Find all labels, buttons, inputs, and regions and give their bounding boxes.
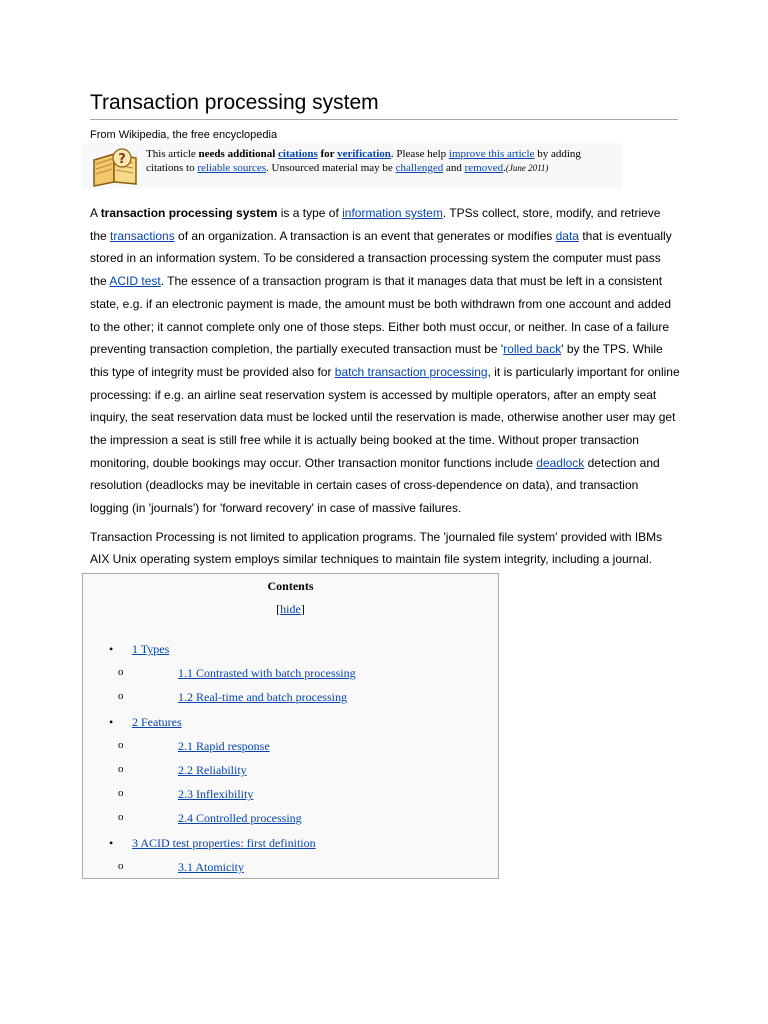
data-link[interactable]: data (555, 228, 579, 243)
notice-text-part: . Please help (390, 148, 449, 160)
notice-bold-text: for (317, 148, 338, 160)
circle-bullet-icon: o (118, 738, 124, 751)
bullet-icon: • (109, 835, 114, 850)
notice-text-part: . Unsourced material may be (266, 162, 396, 174)
deadlock-link[interactable]: deadlock (536, 455, 585, 470)
circle-bullet-icon: o (118, 787, 124, 800)
notice-text-part: by adding citations to (146, 148, 581, 174)
text-run: . TPSs collect, store, modify, and retrieve the (90, 206, 661, 243)
toc-link[interactable]: 2.3 Inflexibility (178, 787, 254, 802)
toc-title: Contents (267, 579, 314, 593)
toc-link[interactable]: 1.2 Real-time and batch processing (178, 690, 347, 705)
book-question-icon (90, 146, 140, 188)
toc-toggle (83, 602, 498, 617)
information-system-link[interactable]: information system (342, 206, 443, 220)
citations-link[interactable]: citations (278, 148, 318, 160)
reliable-sources-link[interactable]: reliable sources (197, 162, 267, 174)
citation-notice-box (82, 143, 623, 189)
notice-text (146, 147, 616, 175)
notice-date: (June 2011) (505, 163, 549, 173)
toc-link[interactable]: 3.1 Atomicity (178, 859, 244, 874)
bullet-icon: • (109, 714, 114, 729)
batch-transaction-processing-link[interactable]: batch transaction processing (334, 364, 488, 379)
text-run: . The essence of a transaction program is that it manages data that must be left in a consistent state, e.g. if an electronic payment is made, the amount must be both withdrawn from one account and added to the other; it cannot complete only one of those steps. Either both must occur, or neither. In case of a failure preventing transaction completion, the partially executed transaction must be ' (90, 274, 672, 357)
text-run: is a type of (277, 206, 343, 220)
transactions-link[interactable]: transactions (110, 228, 175, 243)
verification-link[interactable]: verification (337, 148, 391, 160)
page-title: Transaction processing system (90, 90, 678, 120)
text-run: of an organization. A transaction is an event that generates or modifies (174, 228, 556, 243)
second-paragraph: Transaction Processing is not limited to application programs. The 'journaled file system' provided with IBMs AIX Unix operating system employs similar techniques to maintain file system integrity, including a journal. (90, 530, 663, 566)
toc-bracket: [ (276, 602, 281, 616)
removed-link[interactable]: removed (464, 162, 504, 174)
toc-bracket: ] (300, 602, 305, 616)
intro-paragraph (90, 202, 680, 520)
rolled-back-link[interactable]: rolled back (503, 342, 562, 357)
bullet-icon: • (109, 642, 114, 656)
notice-text-part: . (503, 162, 506, 174)
toc-link[interactable]: 1 Types (132, 642, 170, 656)
text-run: , it is particularly important for online processing: if e.g. an airline seat reservation system is accessed by multiple operators, after an empty seat inquiry, the seat reservation data must be locked until the reservation is made, otherwise another user may get the impression a seat is still free while it is actually being booked at the time. Without proper transaction monitoring, double bookings may occur. Other transaction monitor functions include (90, 364, 680, 470)
table-of-contents (82, 573, 499, 879)
text-run: detection and resolution (deadlocks may be inevitable in certain cases of cross-dependence on data), and transaction logging (in 'journals') for 'forward recovery' in case of massive failures. (90, 455, 660, 516)
circle-bullet-icon: o (118, 666, 124, 679)
circle-bullet-icon: o (118, 763, 124, 775)
tagline: From Wikipedia, the free encyclopedia (90, 129, 278, 141)
toc-link[interactable]: 2 Features (132, 714, 182, 729)
toc-link[interactable]: 3 ACID test properties: first definition (132, 835, 316, 850)
text-run: that is eventually stored in an information system. To be considered a transaction processing system the computer must pass the (90, 228, 672, 289)
toc-link[interactable]: 2.4 Controlled processing (178, 811, 302, 826)
toc-link[interactable]: 1.1 Contrasted with batch processing (178, 666, 356, 681)
svg-text:?: ? (118, 152, 126, 167)
challenged-link[interactable]: challenged (395, 162, 444, 174)
circle-bullet-icon: o (118, 811, 124, 824)
circle-bullet-icon: o (118, 690, 124, 703)
improve-article-link[interactable]: improve this article (448, 148, 535, 160)
text-run: ' by the TPS. While this type of integrity must be provided also for (90, 342, 663, 379)
toc-hide-link[interactable]: hide (280, 602, 301, 616)
circle-bullet-icon: o (118, 859, 124, 872)
toc-link[interactable]: 2.1 Rapid response (178, 738, 270, 753)
acid-test-link[interactable]: ACID test (109, 274, 161, 289)
bold-term: transaction processing system (100, 206, 278, 220)
text-run: A (90, 206, 101, 220)
notice-text-part: and (443, 162, 465, 174)
notice-bold-text: needs additional (198, 148, 279, 160)
notice-text-part: This article (146, 148, 199, 160)
toc-link[interactable]: 2.2 Reliability (178, 763, 247, 777)
